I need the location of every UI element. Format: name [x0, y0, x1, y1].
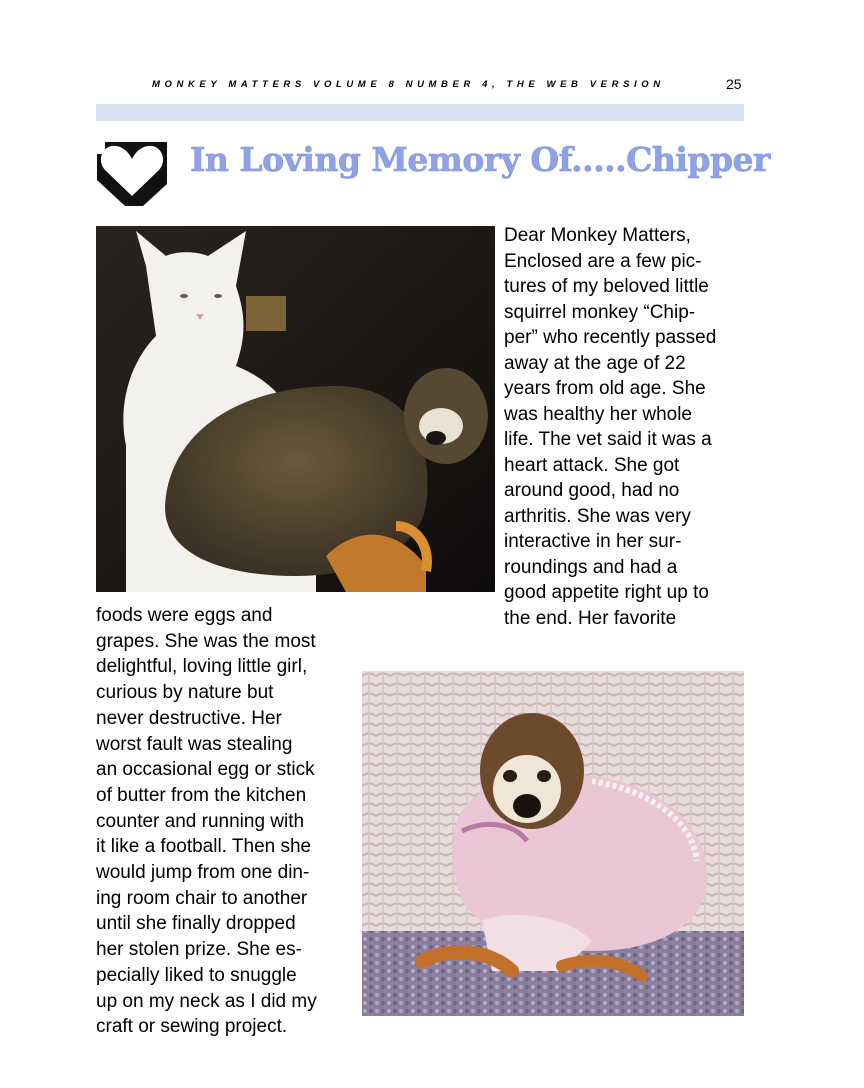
text-line: craft or sewing project. [96, 1016, 288, 1038]
text-line: an occasional egg or stick [96, 759, 315, 781]
header-rule [96, 104, 744, 121]
article-column-right [504, 223, 754, 631]
text-line: counter and running with [96, 810, 305, 832]
text-line: pecially liked to snuggle [96, 964, 297, 986]
text-line: was healthy her whole [504, 403, 692, 425]
text-line: away at the age of 22 [504, 352, 686, 374]
page-number: 25 [726, 76, 742, 92]
text-line: per” who recently passed [504, 327, 717, 348]
text-line: of butter from the kitchen [96, 784, 307, 806]
text-line: arthritis. She was very [504, 505, 691, 527]
text-line: never destructive. Her [96, 707, 282, 729]
text-line: would jump from one din- [96, 862, 310, 884]
text-line: delightful, loving little girl, [96, 656, 308, 678]
text-line: life. The vet said it was a [504, 429, 712, 450]
heart-frame-icon [97, 134, 167, 206]
text-line: squirrel monkey “Chip- [504, 301, 696, 323]
text-line: tures of my beloved little [504, 276, 709, 297]
text-line: until she finally dropped [96, 913, 296, 935]
text-line: curious by nature but [96, 682, 274, 704]
text-line: foods were eggs and [96, 605, 273, 626]
text-line: Enclosed are a few pic- [504, 250, 702, 272]
photo-cat-and-monkey [96, 226, 495, 592]
running-header: MONKEY MATTERS VOLUME 8 NUMBER 4, THE WEB VERSION [152, 79, 665, 90]
text-line: good appetite right up to [504, 582, 709, 603]
text-line: her stolen prize. She es- [96, 939, 302, 961]
article-title: In Loving Memory Of.....Chipper [190, 140, 770, 179]
text-line: it like a football. Then she [96, 836, 312, 858]
text-line: grapes. She was the most [96, 630, 316, 652]
text-line: the end. Her favorite [504, 607, 677, 629]
text-line: heart attack. She got [504, 454, 680, 476]
text-line: worst fault was stealing [96, 733, 293, 755]
photo-monkey-in-dress [362, 671, 744, 1016]
text-line: years from old age. She [504, 378, 706, 399]
text-line: up on my neck as I did my [96, 990, 317, 1012]
text-line: Dear Monkey Matters, [504, 225, 691, 246]
text-line: interactive in her sur- [504, 531, 682, 552]
text-line: ing room chair to another [96, 887, 308, 909]
text-line: around good, had no [504, 480, 680, 501]
article-column-left [96, 603, 358, 1040]
text-line: roundings and had a [504, 556, 678, 578]
